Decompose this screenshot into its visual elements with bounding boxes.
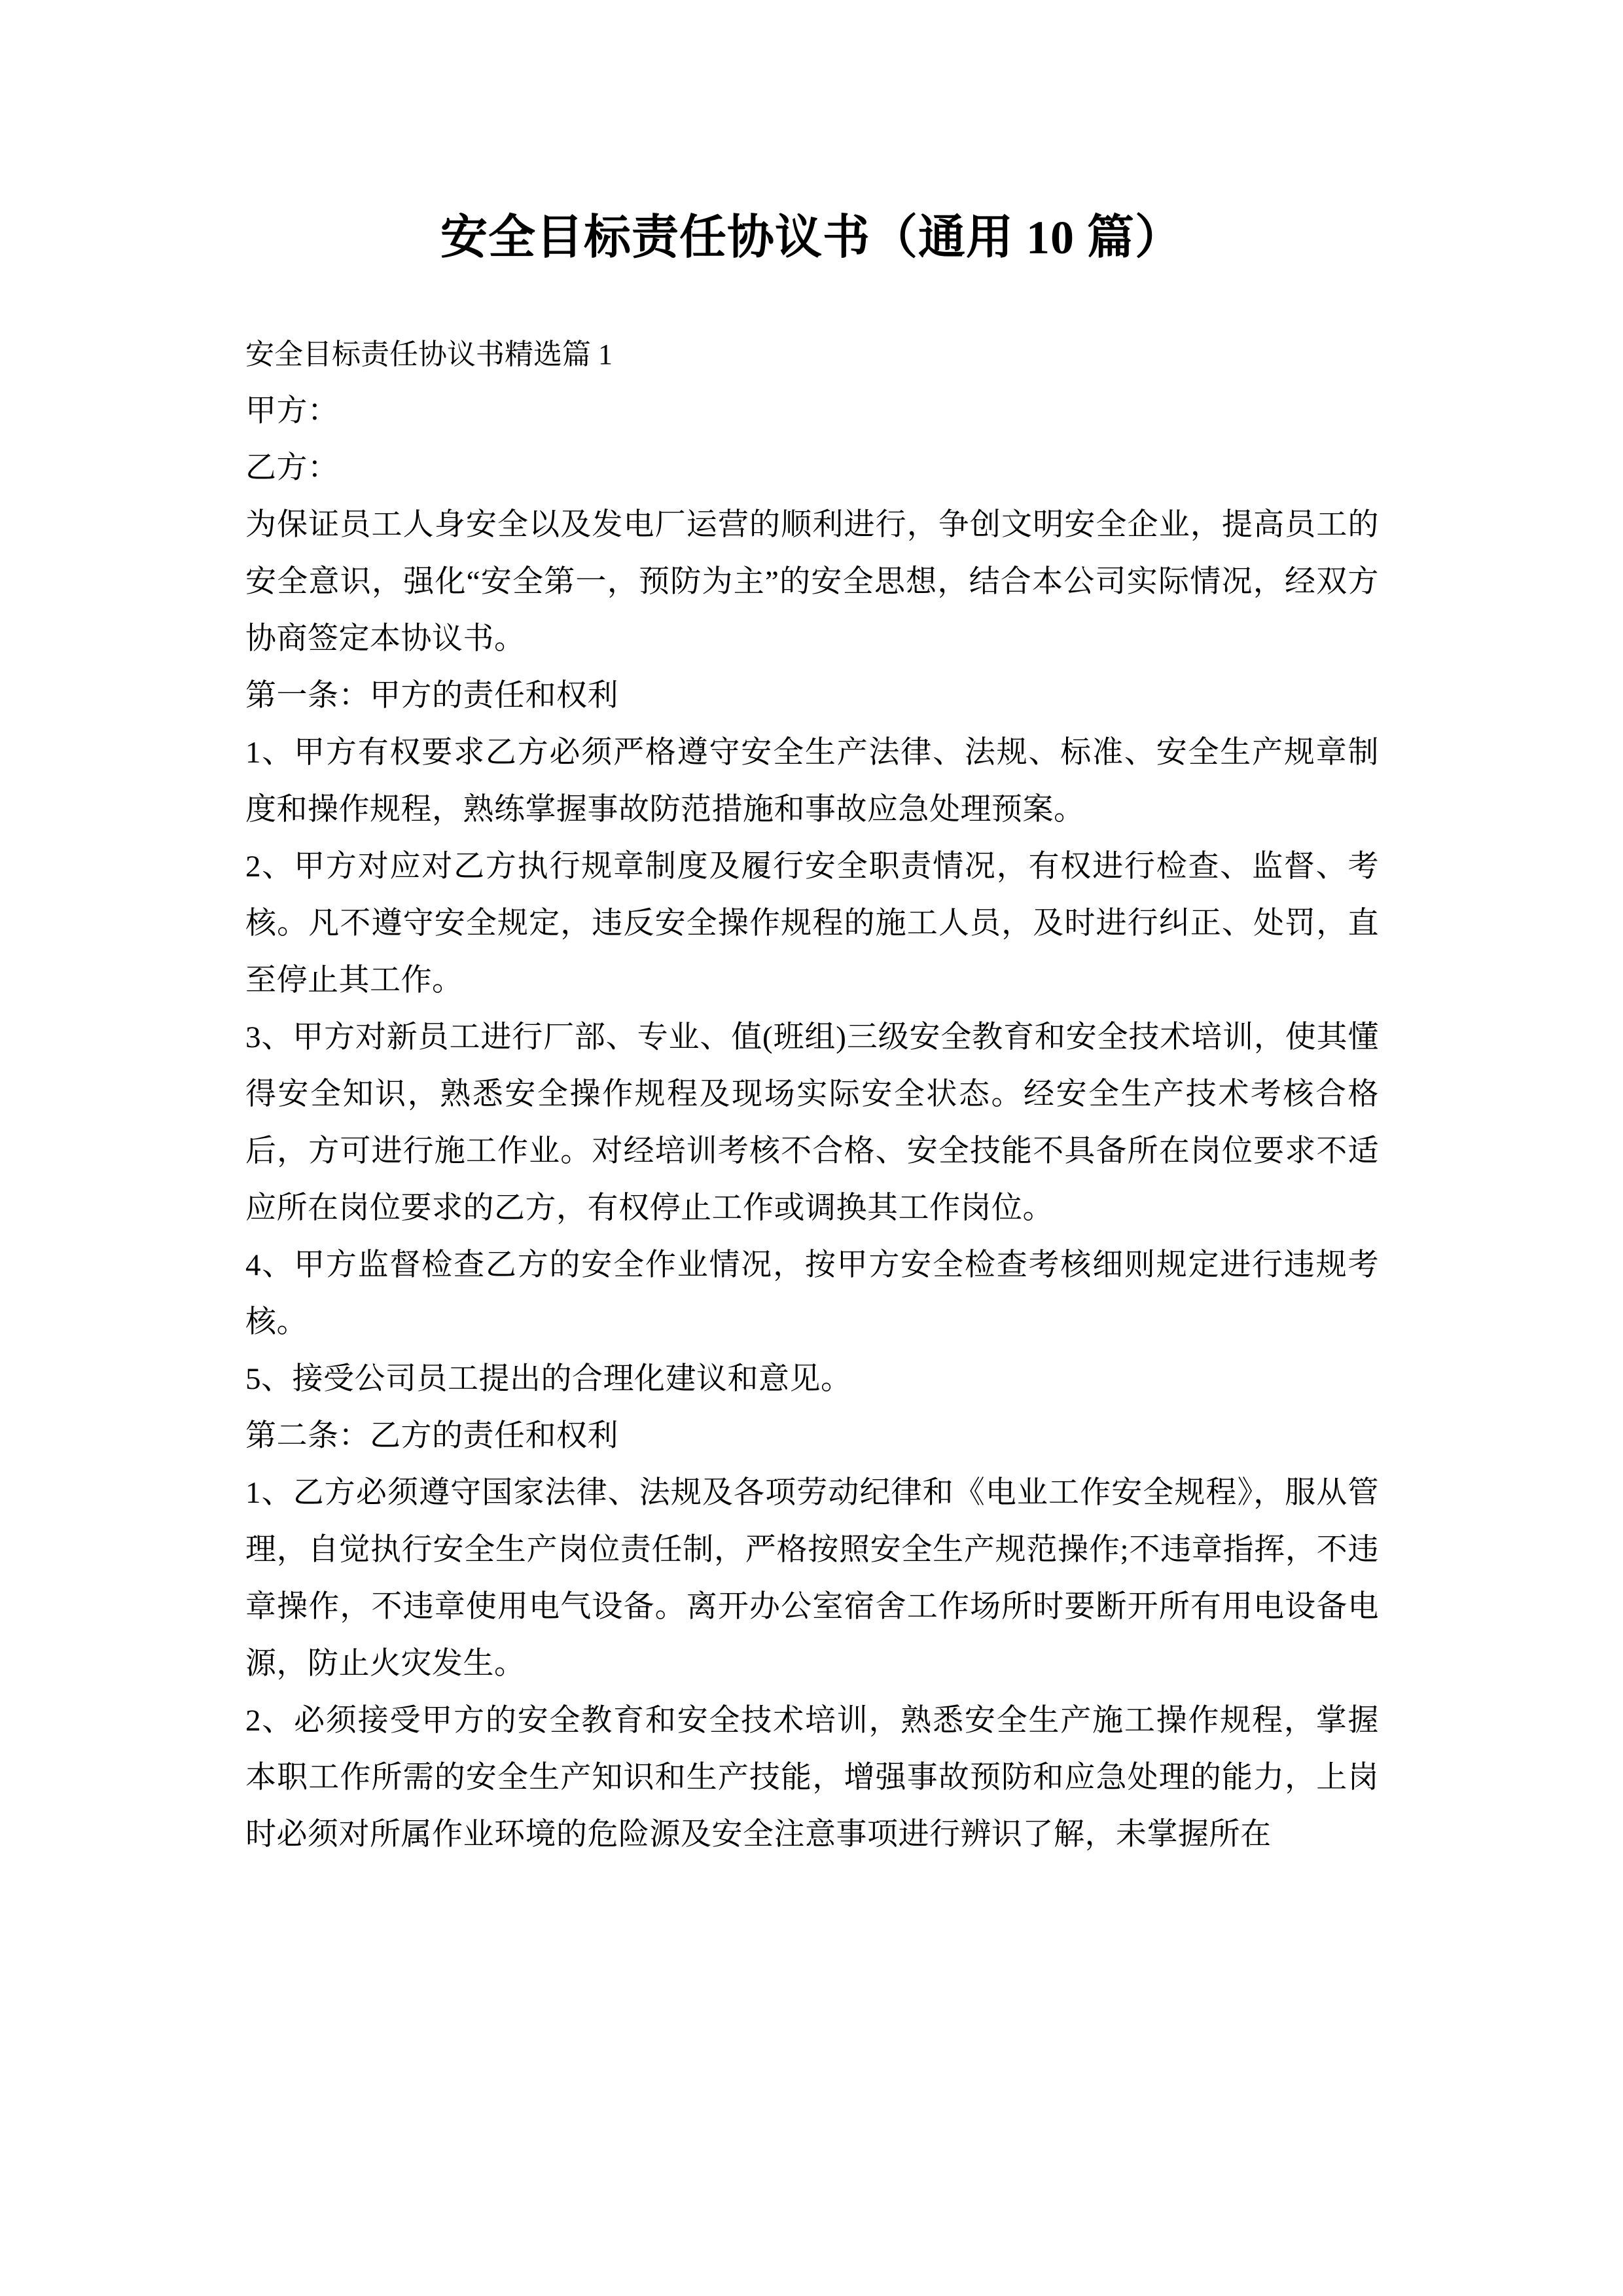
paragraph-article-2-item-2: 2、必须接受甲方的安全教育和安全技术培训，熟悉安全生产施工操作规程，掌握本职工作所需的安全生产知识和生产技能，增强事故预防和应急处理的能力，上岗时必须对所属作业环境的危险源及安全注意事项进行辨识了解，未掌握所在 bbox=[245, 1704, 1379, 1852]
page-title: 安全目标责任协议书（通用 10 篇） bbox=[440, 211, 1183, 264]
paragraph-party-a: 甲方： bbox=[245, 394, 339, 428]
paragraph-article-1-item-5: 5、接受公司员工提出的合理化建议和意见。 bbox=[245, 1362, 852, 1396]
document-body bbox=[245, 326, 1379, 1863]
paragraph-preamble: 为保证员工人身安全以及发电厂运营的顺利进行，争创文明安全企业，提高员工的安全意识，强化“安全第一，预防为主”的安全思想，结合本公司实际情况，经双方协商签定本协议书。 bbox=[245, 508, 1379, 656]
paragraph-article-1-heading: 第一条：甲方的责任和权利 bbox=[245, 679, 618, 713]
paragraph-section-label: 安全目标责任协议书精选篇 1 bbox=[245, 338, 613, 370]
paragraph-article-2-heading: 第二条：乙方的责任和权利 bbox=[245, 1419, 618, 1453]
paragraph-party-b: 乙方： bbox=[245, 451, 339, 485]
paragraph-article-1-item-4: 4、甲方监督检查乙方的安全作业情况，按甲方安全检查考核细则规定进行违规考核。 bbox=[245, 1248, 1379, 1339]
paragraph-article-2-item-1: 1、乙方必须遵守国家法律、法规及各项劳动纪律和《电业工作安全规程》，服从管理，自觉执行安全生产岗位责任制，严格按照安全生产规范操作;不违章指挥，不违章操作，不违章使用电气设备。离开办公室宿舍工作场所时要断开所有用电设备电源，防止火灾发生。 bbox=[245, 1476, 1379, 1681]
paragraph-article-1-item-3: 3、甲方对新员工进行厂部、专业、值(班组)三级安全教育和安全技术培训，使其懂得安全知识，熟悉安全操作规程及现场实际安全状态。经安全生产技术考核合格后，方可进行施工作业。对经培训考核不合格、安全技能不具备所在岗位要求不适应所在岗位要求的乙方，有权停止工作或调换其工作岗位。 bbox=[245, 1020, 1379, 1225]
paragraph-article-1-item-2: 2、甲方对应对乙方执行规章制度及履行安全职责情况，有权进行检查、监督、考核。凡不遵守安全规定，违反安全操作规程的施工人员，及时进行纠正、处罚，直至停止其工作。 bbox=[245, 850, 1379, 997]
paragraph-article-1-item-1: 1、甲方有权要求乙方必须严格遵守安全生产法律、法规、标准、安全生产规章制度和操作规程，熟练掌握事故防范措施和事故应急处理预案。 bbox=[245, 736, 1379, 827]
